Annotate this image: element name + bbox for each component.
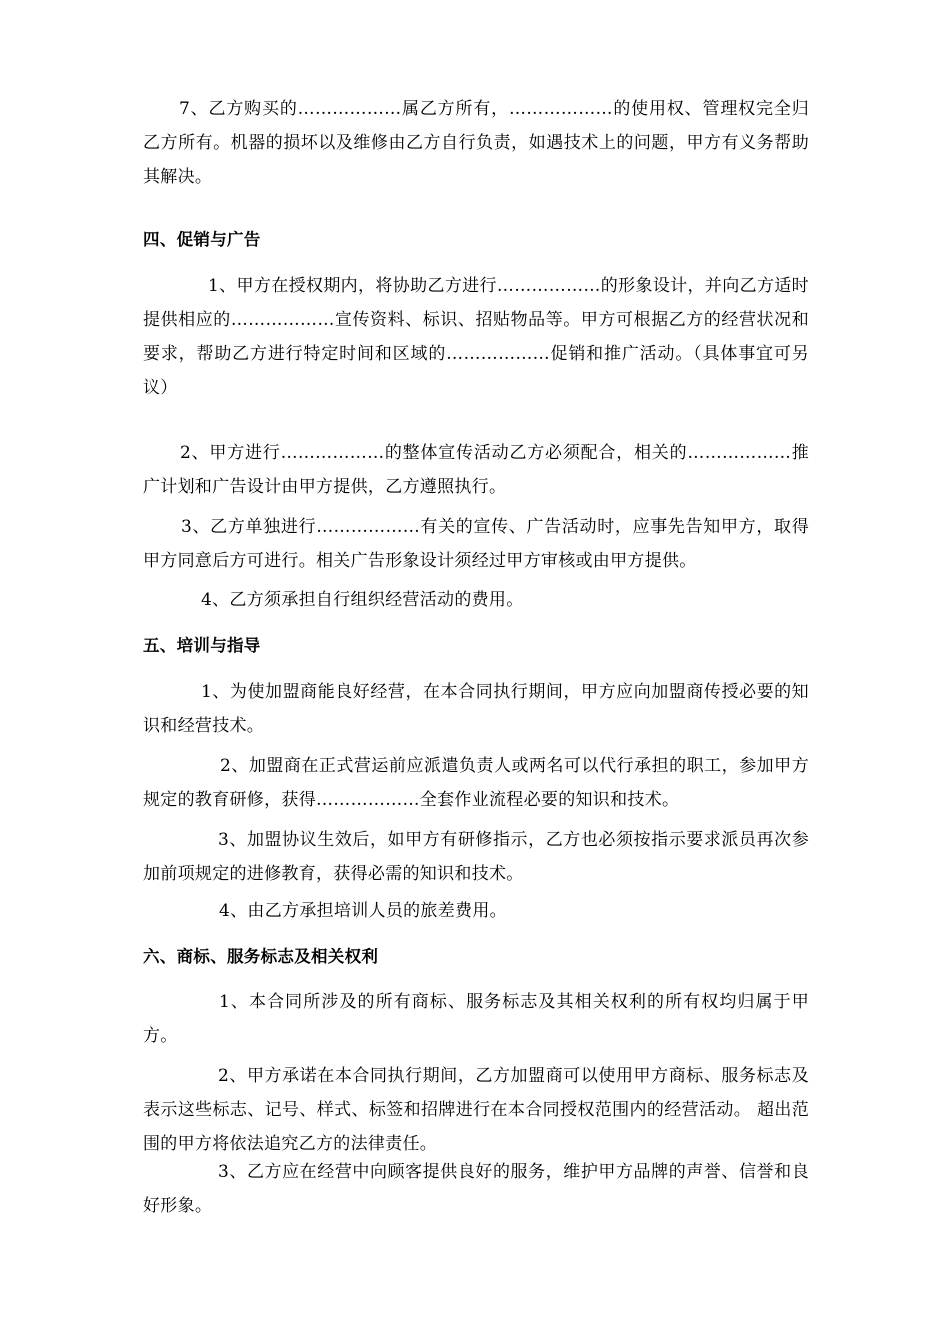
- paragraph-5-2: 2、加盟商在正式营运前应派遣负责人或两名可以代行承担的职工，参加甲方规定的教育研修，获得………………全套作业流程必要的知识和技术。: [143, 756, 809, 810]
- section-heading-4: 四、促销与广告: [143, 230, 261, 249]
- paragraph-6-1: 1、本合同所涉及的所有商标、服务标志及其相关权利的所有权均归属于甲方。: [143, 992, 809, 1046]
- paragraph-5-1: 1、为使加盟商能良好经营，在本合同执行期间，甲方应向加盟商传授必要的知识和经营技术。: [143, 682, 809, 736]
- paragraph-5-4: 4、由乙方承担培训人员的旅差费用。: [219, 901, 507, 921]
- paragraph-4-3: 3、乙方单独进行………………有关的宣传、广告活动时，应事先告知甲方，取得甲方同意后方可进行。相关广告形象设计须经过甲方审核或由甲方提供。: [143, 517, 809, 571]
- section-heading-5: 五、培训与指导: [143, 636, 261, 655]
- paragraph-4-1: 1、甲方在授权期内，将协助乙方进行………………的形象设计，并向乙方适时提供相应的………………宣传资料、标识、招贴物品等。甲方可根据乙方的经营状况和要求，帮助乙方进行特定时间和区域的………………促销和推广活动。（具体事宜可另议）: [143, 276, 809, 398]
- paragraph-4-4: 4、乙方须承担自行组织经营活动的费用。: [201, 590, 524, 610]
- paragraph-4-2: 2、甲方进行………………的整体宣传活动乙方必须配合，相关的………………推广计划和广告设计由甲方提供，乙方遵照执行。: [143, 443, 809, 497]
- paragraph-5-3: 3、加盟协议生效后，如甲方有研修指示，乙方也必须按指示要求派员再次参加前项规定的进修教育，获得必需的知识和技术。: [143, 830, 809, 884]
- paragraph-3-7: 7、乙方购买的………………属乙方所有，………………的使用权、管理权完全归乙方所有。机器的损坏以及维修由乙方自行负责，如遇技术上的问题，甲方有义务帮助其解决。: [143, 99, 809, 187]
- section-heading-6: 六、商标、服务标志及相关权利: [143, 947, 379, 966]
- paragraph-6-3: 3、乙方应在经营中向顾客提供良好的服务，维护甲方品牌的声誉、信誉和良好形象。: [143, 1162, 809, 1216]
- paragraph-6-2: 2、甲方承诺在本合同执行期间，乙方加盟商可以使用甲方商标、服务标志及表示这些标志、记号、样式、标签和招牌进行在本合同授权范围内的经营活动。 超出范围的甲方将依法追究乙方的法律责任。: [143, 1066, 809, 1154]
